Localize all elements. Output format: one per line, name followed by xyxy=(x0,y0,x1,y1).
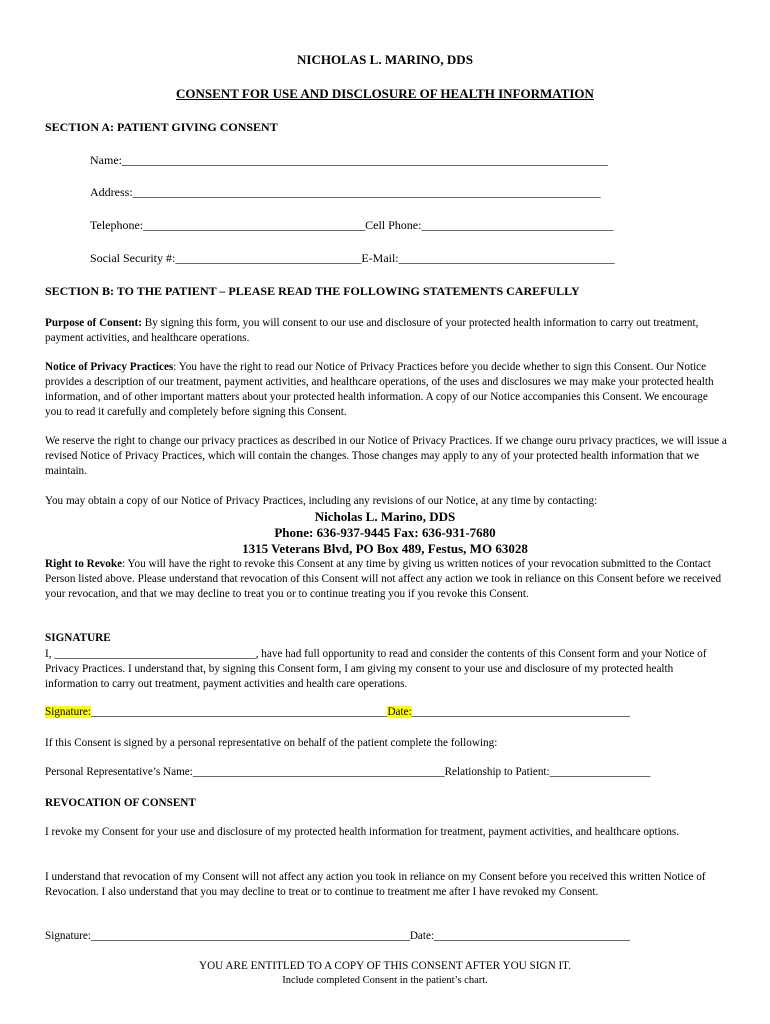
date-label: Date: xyxy=(387,706,412,718)
revoke-label: Right to Revoke xyxy=(45,558,123,570)
revocation-paragraph-1: I revoke my Consent for your use and disclosure of my protected health information for treatment, payment activities, and healthcare options. xyxy=(45,826,680,838)
practice-name: NICHOLAS L. MARINO, DDS xyxy=(297,52,473,67)
reserve-right-paragraph: We reserve the right to change our privacy practices as described in our Notice of Privacy Practices. If we change ouru privacy practices, we will issue a revised Notice of Privacy Practices, which will contain the changes. Those changes may apply to any of your protected health information that we maintain. xyxy=(45,435,727,477)
revoke-text: : You will have the right to revoke this Consent at any time by giving us written notices of your revocation submitted to the Contact Person listed above. Please understand that revocation of this Consent will not affect any action we took in reliance on this Consent before we received your revocation, and that we may decline to treat you or to continue treating you if you revoke this Consent. xyxy=(45,558,722,600)
ssn-email-field[interactable]: Social Security #:_______________________________E-Mail:____________________________________ xyxy=(90,251,615,265)
footer-chart-note: Include completed Consent in the patient’s chart. xyxy=(282,975,488,986)
right-to-revoke-paragraph xyxy=(45,557,727,602)
section-b-heading: SECTION B: TO THE PATIENT – PLEASE READ THE FOLLOWING STATEMENTS CAREFULLY xyxy=(45,284,580,298)
footer-entitlement: YOU ARE ENTITLED TO A COPY OF THIS CONSENT AFTER YOU SIGN IT. xyxy=(198,960,571,972)
notice-text: : You have the right to read our Notice of Privacy Practices before you decide whether to sign this Consent. Our Notice provides a description of our treatment, payment activities, and healthcare operations, of the uses and disclosures we may make your protected health information, and of other important matters about your protected health information. A copy of our Notice accompanies this Consent. We encourage you to read it carefully and completely before signing this Consent. xyxy=(45,361,714,418)
signature-acknowledgement: I, ____________________________________, have had full opportunity to read and consider the contents of this Consent form and your Notice of Privacy Practices. I understand that, by signing this Consent form, I am giving my consent to your use and disclosure of my protected health information to carry out treatment, payment activities and health care operations. xyxy=(45,648,707,690)
signature-field[interactable]: _____________________________________________________ xyxy=(91,706,388,718)
representative-field[interactable]: Personal Representative’s Name:_____________________________________________Relationship to Patient:__________________ xyxy=(45,766,651,778)
address-field[interactable]: Address:______________________________________________________________________________ xyxy=(90,185,601,199)
date-field[interactable]: _______________________________________ xyxy=(411,706,630,718)
telephone-cellphone-field[interactable]: Telephone:_____________________________________Cell Phone:________________________________ xyxy=(90,218,614,232)
contact-address: 1315 Veterans Blvd, PO Box 489, Festus, MO 63028 xyxy=(242,541,528,556)
purpose-of-consent-paragraph xyxy=(45,316,727,346)
form-title: CONSENT FOR USE AND DISCLOSURE OF HEALTH INFORMATION xyxy=(176,86,594,101)
name-field[interactable]: Name:_________________________________________________________________________________ xyxy=(90,153,608,167)
section-a-heading: SECTION A: PATIENT GIVING CONSENT xyxy=(45,120,278,134)
revocation-paragraph-2: I understand that revocation of my Consent will not affect any action you took in reliance on my Consent before you received this written Notice of Revocation. I also understand that you may decline to treat or to continue to treatment me after I have revoked my Consent. xyxy=(45,871,706,898)
representative-note: If this Consent is signed by a personal representative on behalf of the patient complete the following: xyxy=(45,737,498,749)
signature-date-row xyxy=(45,706,630,718)
purpose-label: Purpose of Consent: xyxy=(45,317,142,329)
revocation-heading: REVOCATION OF CONSENT xyxy=(45,797,196,809)
contact-phone-fax: Phone: 636-937-9445 Fax: 636-931-7680 xyxy=(274,525,496,540)
notice-of-privacy-paragraph xyxy=(45,360,727,420)
obtain-copy-paragraph: You may obtain a copy of our Notice of Privacy Practices, including any revisions of our Notice, at any time by contacting: xyxy=(45,495,598,507)
contact-name: Nicholas L. Marino, DDS xyxy=(314,509,456,524)
purpose-text: By signing this form, you will consent to our use and disclosure of your protected health information to carry out treatment, payment activities, and healthcare operations. xyxy=(45,317,699,344)
signature-heading: SIGNATURE xyxy=(45,632,111,644)
revocation-signature-field[interactable]: Signature:_________________________________________________________Date:___________________________________ xyxy=(45,930,630,942)
notice-label: Notice of Privacy Practices xyxy=(45,361,174,373)
signature-label: Signature: xyxy=(45,706,91,718)
